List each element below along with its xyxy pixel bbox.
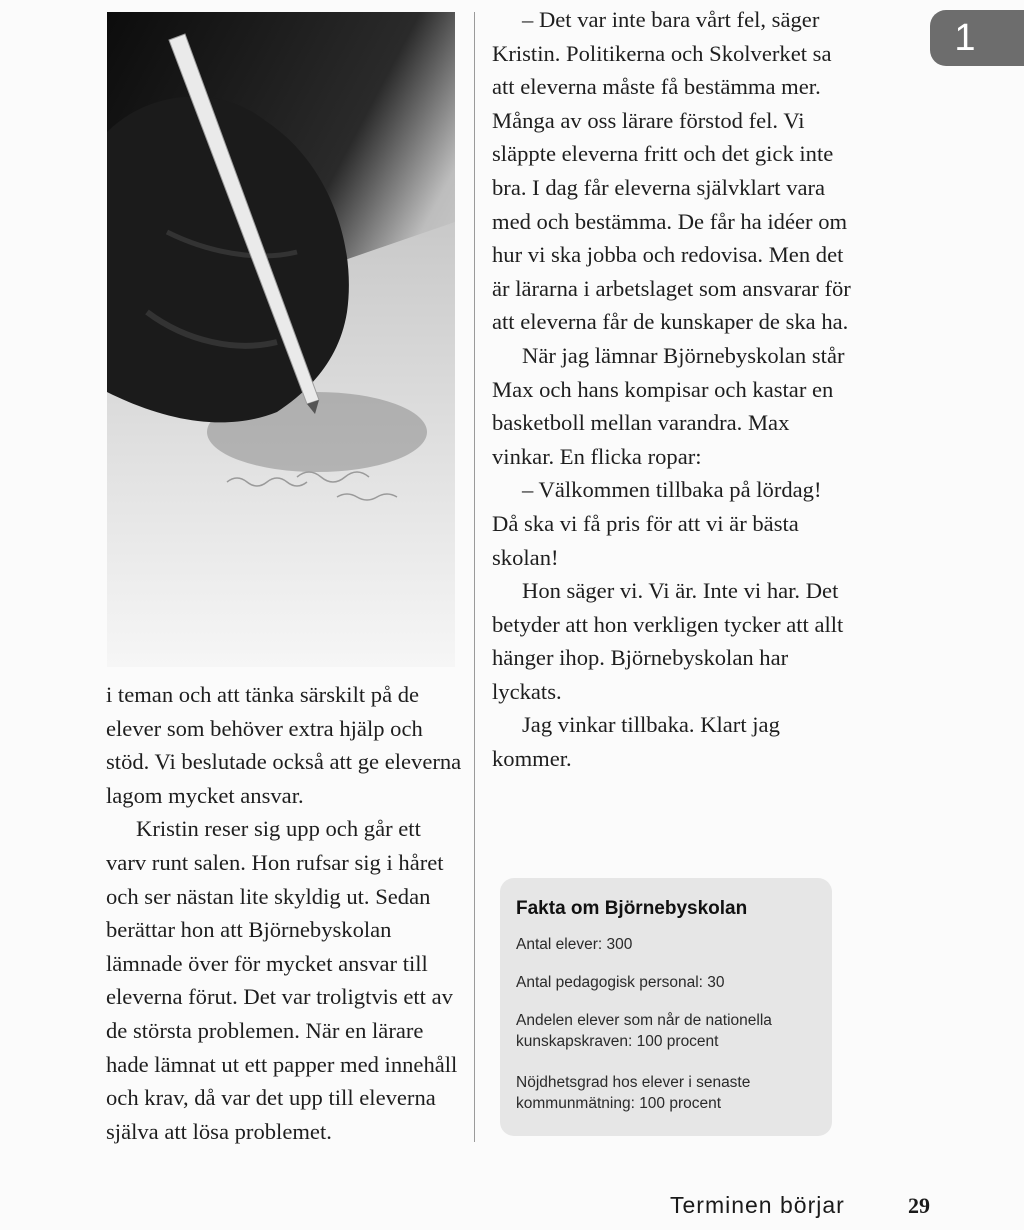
paragraph: – Det var inte bara vårt fel, säger Kristin. Politikerna och Skolverket sa att eleverna måste få bestämma mer. Många av oss lärare förstod fel. Vi släppte eleverna fritt och det gick inte bra. I dag får eleverna självklart vara med och bestämma. De får ha idéer om hur vi ska jobba och redovisa. Men det är lärarna i arbetslaget som ansvarar för att eleverna får de kunskaper de ska ha.: [492, 7, 851, 335]
paragraph: i teman och att tänka särskilt på de elever som behöver extra hjälp och stöd. Vi beslutade också att ge eleverna lagom mycket ansvar.: [106, 682, 462, 808]
fact-box: [500, 878, 832, 1136]
hand-writing-with-pen-icon: [107, 12, 455, 667]
running-footer-title: Terminen börjar: [670, 1192, 845, 1218]
fact-item: Andelen elever som når de nationella kunskapskraven: 100 procent: [516, 1012, 772, 1050]
paragraph: Kristin reser sig upp och går ett varv runt salen. Hon rufsar sig i håret och ser nästan lite skyldig ut. Sedan berättar hon att Björnebyskolan lämnade över för mycket ansvar till eleverna förut. Det var troligtvis ett av de största problemen. När en lärare hade lämnat ut ett papper med innehåll och krav, då var det upp till eleverna själva att lösa problemet.: [106, 816, 458, 1144]
fact-item: Antal elever: 300: [516, 936, 633, 953]
paragraph: Hon säger vi. Vi är. Inte vi har. Det betyder att hon verkligen tycker att allt hänger ihop. Björnebyskolan har lyckats.: [492, 578, 844, 704]
chapter-number: 1: [954, 17, 976, 59]
photo-hand-writing: [107, 12, 455, 667]
chapter-tab: [930, 10, 1024, 66]
fact-box-title: Fakta om Björnebyskolan: [516, 898, 748, 919]
page-number: 29: [908, 1193, 930, 1218]
fact-item: Antal pedagogisk personal: 30: [516, 974, 725, 991]
fact-item: Nöjdhetsgrad hos elever i senaste kommunmätning: 100 procent: [516, 1074, 751, 1112]
right-column-text: [492, 3, 852, 776]
paragraph: Jag vinkar tillbaka. Klart jag kommer.: [492, 712, 780, 772]
column-divider: [474, 12, 475, 1142]
left-column-text: [106, 678, 464, 1148]
paragraph: När jag lämnar Björnebyskolan står Max och hans kompisar och kastar en basketboll mellan varandra. Max vinkar. En flicka ropar:: [492, 342, 845, 469]
paragraph: – Välkommen tillbaka på lördag! Då ska vi få pris för att vi är bästa skolan!: [492, 477, 822, 570]
